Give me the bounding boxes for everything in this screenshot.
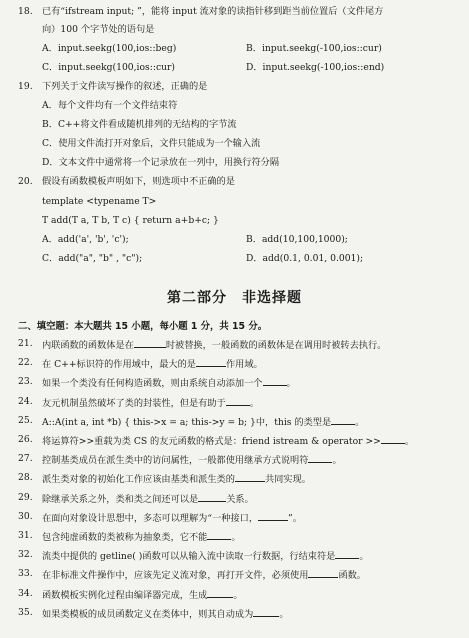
question-text-pre: 除继承关系之外，类和类之间还可以是 — [42, 493, 199, 505]
part-title: 第二部分 非选择题 — [167, 290, 302, 306]
answer-blank[interactable] — [258, 511, 288, 521]
question-text — [42, 376, 296, 390]
option-c: C．使用文件流打开对象后，文件只能成为一个输入流 — [42, 138, 261, 149]
option-d: D．文本文件中通常将一个记录放在一列中，用换行符分隔 — [42, 157, 280, 168]
question-text-pre: A::A(int a, int *b) { this->x = a; this->y = b; }中，this 的类型是 — [42, 416, 332, 428]
question-text — [42, 434, 414, 448]
question-text-post: 。 — [332, 455, 342, 467]
question-text-post: 。 — [249, 397, 259, 409]
answer-blank[interactable] — [335, 549, 359, 559]
question-text-pre: 在 C++标识符的作用域中，最大的是 — [42, 359, 196, 371]
question-number: 31. — [18, 530, 33, 541]
question-text-post: 时被替换，一般函数的函数体是在调用时被转去执行。 — [165, 340, 387, 351]
question-text — [42, 396, 259, 410]
question-text-pre: 派生类对象的初始化工作应该由基类和派生类的 — [42, 474, 235, 486]
answer-blank[interactable] — [134, 338, 166, 348]
question-text: 假设有函数模板声明如下，则选项中不正确的是 — [42, 176, 235, 187]
option-d: D．input.seekg(-100,ios::end) — [246, 62, 385, 73]
answer-blank[interactable] — [226, 396, 250, 406]
question-text-pre: 将运算符>>重载为类 CS 的友元函数的格式是：friend istream & operator >> — [42, 436, 381, 447]
option-b: B．C++将文件看成随机排列的无结构的字节流 — [42, 119, 237, 130]
question-text-post: 共同实现。 — [264, 474, 311, 486]
question-number: 24. — [18, 395, 33, 407]
question-text — [42, 472, 311, 486]
question-number: 34. — [18, 587, 33, 599]
question-text-post: 作用域。 — [225, 359, 263, 371]
code-function: T add(T a, T b, T c) { return a+b+c; } — [42, 215, 219, 226]
question-number: 23. — [18, 376, 33, 388]
question-number: 21. — [18, 338, 33, 349]
question-text-post: 。 — [233, 589, 243, 601]
question-text — [42, 511, 302, 525]
question-text — [42, 357, 263, 371]
question-text-post: 。 — [404, 436, 415, 447]
answer-blank[interactable] — [308, 568, 338, 578]
question-text-post: 。 — [355, 416, 365, 428]
question-text — [42, 530, 241, 544]
option-b: B．input.seekg(-100,ios::cur) — [246, 43, 382, 54]
answer-blank[interactable] — [263, 376, 287, 386]
question-text — [42, 492, 254, 506]
option-c: C．add("a", "b" , "c"); — [42, 253, 143, 264]
section-heading: 二、填空题：本大题共 15 小题，每小题 1 分，共 15 分。 — [18, 321, 268, 332]
answer-blank[interactable] — [207, 530, 231, 540]
question-text-pre: 内联函数的函数体是在 — [42, 340, 134, 351]
question-number: 32. — [18, 549, 33, 561]
question-number: 30. — [18, 510, 33, 522]
question-text-cont: 向）100 个字节处的语句是 — [42, 24, 155, 35]
option-a: A．每个文件均有一个文件结束符 — [42, 100, 178, 111]
question-text-pre: 流类中提供的 getline( )函数可以从输入流中读取一行数据，行结束符是 — [42, 551, 336, 563]
question-text-post: ”。 — [288, 512, 302, 524]
question-text — [42, 338, 386, 352]
question-text-post: 关系。 — [226, 493, 254, 505]
question-number: 27. — [18, 453, 33, 465]
question-number: 22. — [18, 357, 33, 369]
question-text-pre: 如果类模板的成员函数定义在类体中，则其自动成为 — [42, 608, 254, 620]
question-number: 28. — [18, 472, 33, 484]
question-text-pre: 函数模板实例化过程由编译器完成，生成 — [42, 589, 208, 601]
question-text — [42, 588, 243, 602]
question-text-post: 函数。 — [338, 570, 366, 582]
option-a: A．input.seekg(100,ios::beg) — [42, 43, 177, 54]
question-text: 下列关于文件读写操作的叙述，正确的是 — [42, 81, 208, 92]
answer-blank[interactable] — [308, 453, 332, 463]
question-text — [42, 549, 369, 563]
question-number: 19. — [18, 81, 33, 92]
question-text-pre: 友元机制虽然破坏了类的封装性，但是有助于 — [42, 397, 226, 409]
question-text-post: 。 — [231, 532, 241, 543]
answer-blank[interactable] — [207, 588, 233, 598]
question-text-post: 。 — [286, 378, 296, 390]
answer-blank[interactable] — [381, 434, 405, 444]
question-number: 25. — [18, 414, 33, 426]
answer-blank[interactable] — [331, 415, 355, 425]
question-text-pre: 控制基类成员在派生类中的访问属性，一般都使用继承方式说明符 — [42, 455, 309, 467]
answer-blank[interactable] — [198, 492, 226, 502]
answer-blank[interactable] — [196, 357, 226, 367]
question-number: 35. — [18, 606, 33, 618]
question-text-post: 。 — [279, 608, 289, 620]
option-c: C．input.seekg(100,ios::cur) — [42, 62, 175, 73]
question-text — [42, 453, 342, 467]
question-number: 29. — [18, 491, 33, 503]
question-text — [42, 607, 289, 621]
option-d: D．add(0.1, 0.01, 0.001); — [246, 253, 364, 264]
question-text-pre: 在面向对象设计思想中，多态可以理解为“一种接口， — [42, 512, 259, 524]
answer-blank[interactable] — [235, 472, 265, 482]
question-number: 33. — [18, 568, 33, 580]
option-b: B．add(10,100,1000); — [246, 234, 348, 245]
question-number: 18. — [18, 6, 33, 17]
question-number: 20. — [18, 176, 33, 187]
question-text — [42, 415, 364, 429]
question-text: 已有“ifstream input; ”，能将 input 流对象的读指针移到距当前位置后（文件尾方 — [42, 6, 384, 17]
question-text-pre: 如果一个类没有任何构造函数，则由系统自动添加一个 — [42, 378, 263, 390]
question-text-pre: 在非标准文件操作中，应该先定义流对象，再打开文件，必须使用 — [42, 570, 309, 582]
code-template: template <typename T> — [42, 196, 157, 207]
question-text-pre: 包含纯虚函数的类被称为抽象类，它不能 — [42, 532, 208, 543]
question-text — [42, 568, 366, 582]
question-text-post: 。 — [359, 551, 369, 563]
option-a: A．add('a', 'b', 'c'); — [42, 234, 129, 245]
answer-blank[interactable] — [253, 607, 279, 617]
question-number: 26. — [18, 434, 33, 445]
